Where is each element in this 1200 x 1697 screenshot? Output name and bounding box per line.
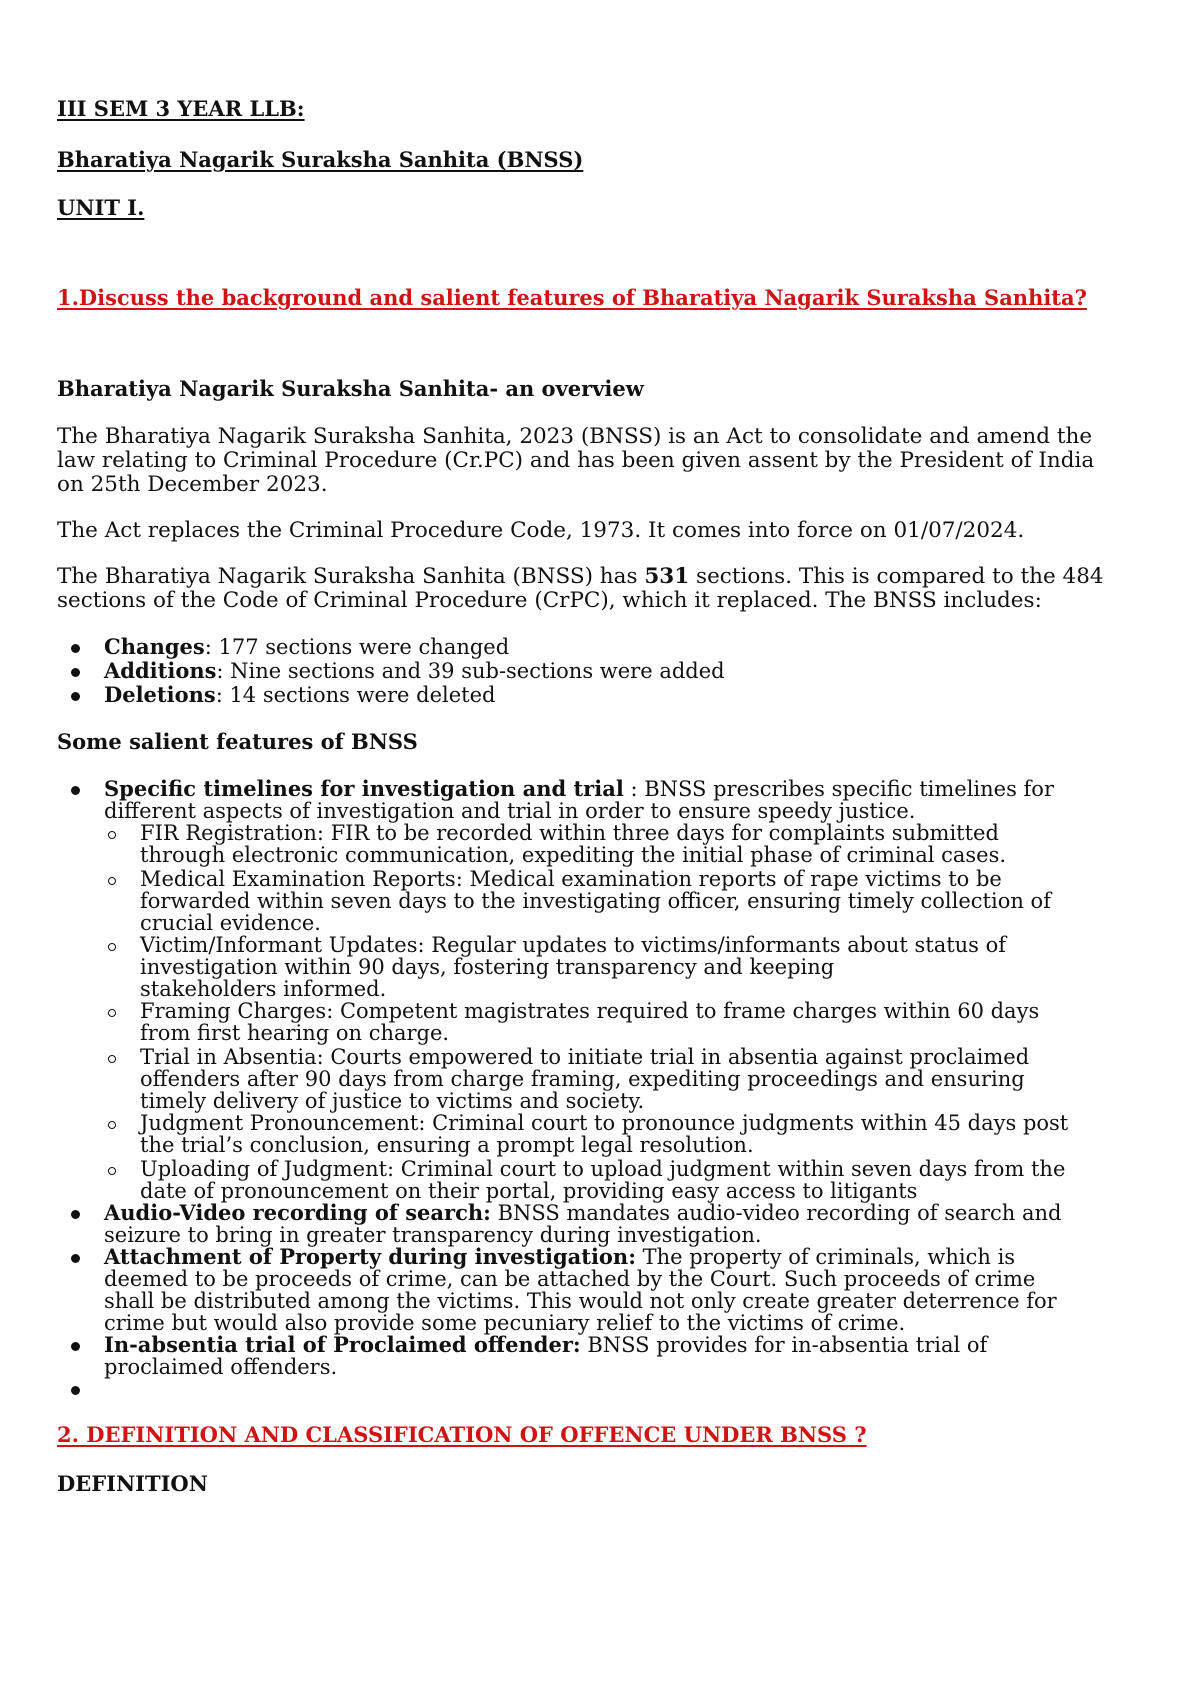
unit-title: UNIT I. bbox=[57, 195, 145, 220]
sub-item-fir-line2: through electronic communication, expediting the initial phase of criminal cases. bbox=[140, 843, 1007, 867]
question-2: 2. DEFINITION AND CLASSIFICATION OF OFFENCE UNDER BNSS ? bbox=[57, 1422, 867, 1447]
bullet-icon bbox=[71, 1342, 80, 1351]
circle-bullet-icon bbox=[108, 1009, 116, 1017]
sub-item-fir-line1: FIR Registration: FIR to be recorded within three days for complaints submitted bbox=[140, 821, 999, 845]
overview-heading: Bharatiya Nagarik Suraksha Sanhita- an overview bbox=[57, 376, 644, 401]
sub-item-upload-line2: date of pronouncement on their portal, providing easy access to litigants bbox=[140, 1179, 918, 1203]
list-item-changes: Changes: 177 sections were changed bbox=[104, 634, 510, 659]
bullet-icon bbox=[71, 668, 80, 677]
circle-bullet-icon bbox=[108, 877, 116, 885]
question-1: 1.Discuss the background and salient features of Bharatiya Nagarik Suraksha Sanhita? bbox=[57, 285, 1087, 310]
sub-item-judgment-line1: Judgment Pronouncement: Criminal court to pronounce judgments within 45 days post bbox=[140, 1111, 1069, 1135]
course-title: III SEM 3 YEAR LLB: bbox=[57, 96, 305, 121]
sub-item-charges-line1: Framing Charges: Competent magistrates required to frame charges within 60 days bbox=[140, 999, 1040, 1023]
definition-heading: DEFINITION bbox=[57, 1471, 208, 1496]
sub-item-medical-line3: crucial evidence. bbox=[140, 911, 321, 935]
overview-p1-line3: on 25th December 2023. bbox=[57, 472, 328, 497]
overview-p3-line1: The Bharatiya Nagarik Suraksha Sanhita (BNSS) has 531 sections. This is compared to the 484 bbox=[57, 564, 1104, 589]
bullet-icon bbox=[71, 644, 80, 653]
subject-title: Bharatiya Nagarik Suraksha Sanhita (BNSS) bbox=[57, 147, 584, 172]
circle-bullet-icon bbox=[108, 831, 116, 839]
feature-inabsentia-line1: In-absentia trial of Proclaimed offender: BNSS provides for in-absentia trial of bbox=[104, 1332, 988, 1357]
feature-inabsentia-line2: proclaimed offenders. bbox=[104, 1355, 338, 1379]
feature-attachment-line3: shall be distributed among the victims. This would not only create greater deterrence for bbox=[104, 1289, 1057, 1313]
feature-attachment-line1: Attachment of Property during investigation: The property of criminals, which is bbox=[104, 1244, 1016, 1269]
feature-timelines-line1: Specific timelines for investigation and trial : BNSS prescribes specific timelines for bbox=[104, 776, 1054, 801]
feature-audio-line2: seizure to bring in greater transparency during investigation. bbox=[104, 1223, 762, 1247]
sub-item-victim-line1: Victim/Informant Updates: Regular updates to victims/informants about status of bbox=[140, 933, 1007, 957]
feature-timelines-line2: different aspects of investigation and trial in order to ensure speedy justice. bbox=[104, 799, 916, 823]
bullet-icon bbox=[71, 1210, 80, 1219]
bullet-icon bbox=[71, 786, 80, 795]
sub-item-victim-line3: stakeholders informed. bbox=[140, 977, 387, 1001]
bullet-icon bbox=[71, 692, 80, 701]
features-heading: Some salient features of BNSS bbox=[57, 729, 418, 754]
sub-item-medical-line2: forwarded within seven days to the investigating officer, ensuring timely collection of bbox=[140, 889, 1051, 913]
feature-attachment-line2: deemed to be proceeds of crime, can be attached by the Court. Such proceeds of crime bbox=[104, 1267, 1036, 1291]
list-item-additions: Additions: Nine sections and 39 sub-sections were added bbox=[104, 658, 725, 683]
circle-bullet-icon bbox=[108, 1167, 116, 1175]
sub-item-upload-line1: Uploading of Judgment: Criminal court to upload judgment within seven days from the bbox=[140, 1157, 1066, 1181]
sub-item-charges-line2: from first hearing on charge. bbox=[140, 1021, 450, 1045]
sub-item-absentia-line1: Trial in Absentia: Courts empowered to initiate trial in absentia against proclaimed bbox=[140, 1045, 1030, 1069]
bullet-icon bbox=[71, 1386, 80, 1395]
circle-bullet-icon bbox=[108, 1055, 116, 1063]
sub-item-medical-line1: Medical Examination Reports: Medical examination reports of rape victims to be bbox=[140, 867, 1002, 891]
sub-item-victim-line2: investigation within 90 days, fostering transparency and keeping bbox=[140, 955, 835, 979]
sub-item-absentia-line3: timely delivery of justice to victims and society. bbox=[140, 1089, 645, 1113]
feature-audio-line1: Audio-Video recording of search: BNSS mandates audio-video recording of search and bbox=[104, 1200, 1062, 1225]
bullet-icon bbox=[71, 1254, 80, 1263]
overview-p1-line1: The Bharatiya Nagarik Suraksha Sanhita, 2023 (BNSS) is an Act to consolidate and amend the bbox=[57, 424, 1093, 449]
section-count: 531 bbox=[644, 564, 690, 589]
overview-p2: The Act replaces the Criminal Procedure Code, 1973. It comes into force on 01/07/2024. bbox=[57, 518, 1025, 543]
feature-attachment-line4: crime but would also provide some pecuniary relief to the victims of crime. bbox=[104, 1311, 906, 1335]
overview-p1-line2: law relating to Criminal Procedure (Cr.PC) and has been given assent by the President of India bbox=[57, 448, 1095, 473]
sub-item-judgment-line2: the trial’s conclusion, ensuring a prompt legal resolution. bbox=[140, 1133, 754, 1157]
overview-p3-line2: sections of the Code of Criminal Procedure (CrPC), which it replaced. The BNSS includes: bbox=[57, 588, 1042, 613]
circle-bullet-icon bbox=[108, 943, 116, 951]
list-item-deletions: Deletions: 14 sections were deleted bbox=[104, 682, 496, 707]
circle-bullet-icon bbox=[108, 1121, 116, 1129]
sub-item-absentia-line2: offenders after 90 days from charge framing, expediting proceedings and ensuring bbox=[140, 1067, 1025, 1091]
